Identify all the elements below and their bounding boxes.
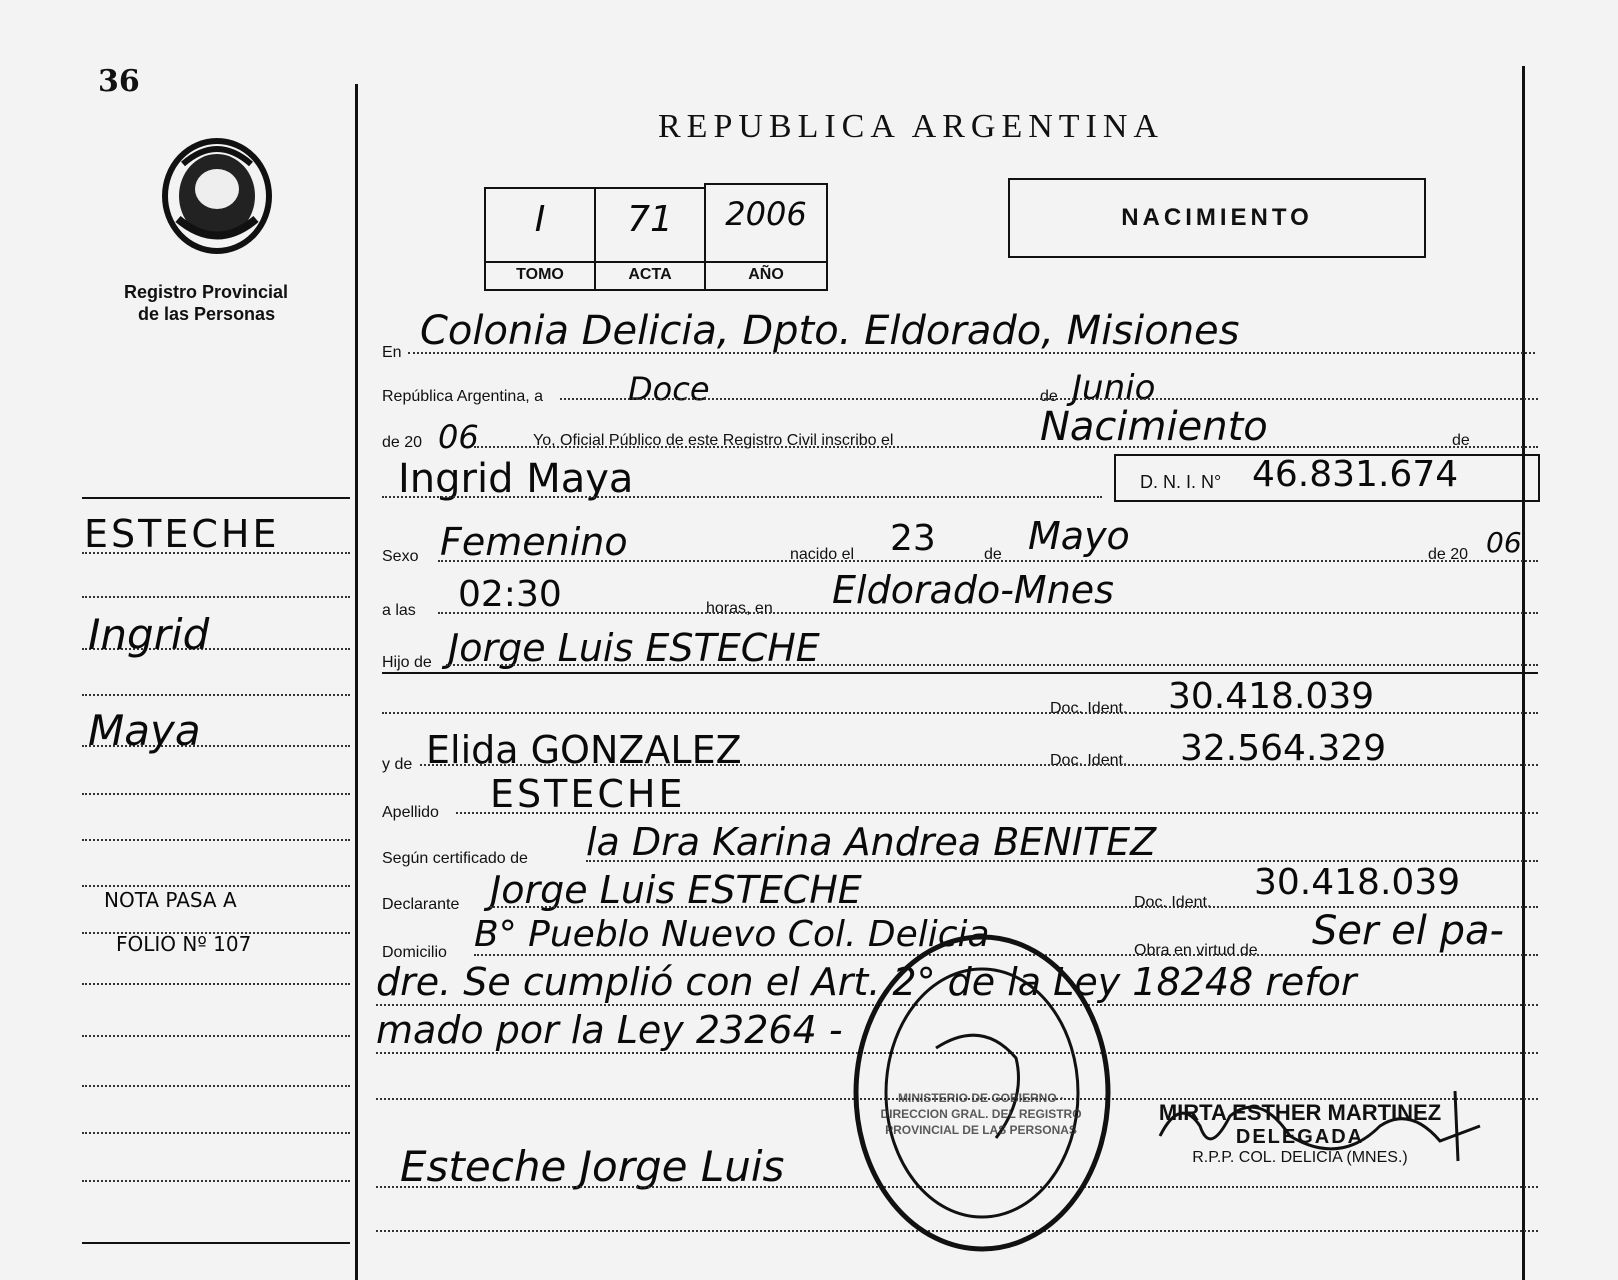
nacido-de20-label: de 20 [1428,546,1469,563]
en-value: Colonia Delicia, Dpto. Eldorado, Misiones [420,308,1240,354]
madre-value: Elida GONZALEZ [426,728,742,772]
observaciones-line2: mado por la Ley 23264 - [376,1008,843,1052]
left-column-divider [355,84,358,1280]
domicilio-label: Domicilio [382,944,447,961]
yo-label: Yo, Oficial Público de este Registro Civil inscribo el [533,432,894,449]
apellido-label: Apellido [382,804,439,821]
seal-text: MINISTERIO DE GOBIERNO · DIRECCION GRAL. DEL REGISTRO PROVINCIAL DE LAS PERSONAS [880,1091,1082,1137]
nacido-mes: Mayo [1028,514,1130,558]
declarante-signature: Esteche Jorge Luis [400,1142,785,1191]
margin-nota-line1: NOTA PASA A [104,888,237,912]
mes-value: Junio [1072,368,1156,408]
hora-value: 02:30 [458,574,562,615]
margin-nombre2: Maya [88,706,201,755]
dni-label: D. N. I. N° [1140,472,1222,492]
coat-of-arms-logo [158,134,276,256]
padre-value: Jorge Luis ESTECHE [448,626,820,670]
tomo-label: TOMO [486,261,594,289]
margin-nombre1: Ingrid [88,610,210,659]
sexo-value: Femenino [440,520,628,564]
yde-label: y de [382,756,413,773]
declarante-label: Declarante [382,896,460,913]
registry-name-line2: de las Personas [138,304,276,324]
hijo-label: Hijo de [382,654,432,671]
en-label: En [382,344,402,361]
obra-label: Obra en virtud de [1134,942,1258,959]
obra-value: Ser el pa- [1312,908,1504,954]
anio-cell [704,183,828,291]
nacido-label: nacido el [790,546,855,563]
segun-value: la Dra Karina Andrea BENITEZ [586,820,1157,864]
domicilio-value: B° Pueblo Nuevo Col. Delicia [474,914,990,955]
nacido-de-label: de [984,546,1002,563]
type-box-label: NACIMIENTO [1121,204,1313,231]
acta-value: 71 [627,199,673,240]
left-margin-bottom-rule [82,1242,350,1244]
margin-apellido: ESTECHE [84,512,280,556]
declarante-doc-value: 30.418.039 [1254,862,1461,903]
stamp-name: MIRTA ESTHER MARTINEZ [1158,1100,1442,1125]
acta-label: ACTA [596,261,704,289]
stamp-office: R.P.P. COL. DELICIA (MNES.) [1192,1149,1408,1166]
registrar-signature [1140,1086,1500,1176]
inscribo-de-label: de [1452,432,1470,449]
republica-label: República Argentina, a [382,388,543,405]
tomo-cell [484,187,596,291]
tomo-value: I [534,199,546,240]
nombre-value: Ingrid Maya [398,456,634,502]
dia-value: Doce [628,370,710,408]
anio-inscripcion: 06 [438,418,479,456]
left-margin-top-rule [82,497,350,499]
anio-value: 2006 [725,195,807,233]
padre-doc-value: 30.418.039 [1168,676,1375,717]
declarante-value: Jorge Luis ESTECHE [490,868,862,912]
madre-doc-label: Doc. Ident. [1050,752,1128,769]
dni-value: 46.831.674 [1252,454,1459,495]
nacido-anio: 06 [1486,526,1522,559]
sexo-label: Sexo [382,548,419,565]
page-number: 36 [98,64,140,99]
madre-doc-value: 32.564.329 [1180,728,1387,769]
registry-name-line1: Registro Provincial [124,282,289,302]
apellido-value: ESTECHE [490,772,686,816]
lugar-value: Eldorado-Mnes [832,568,1114,612]
stamp-role: DELEGADA [1235,1126,1365,1148]
acta-cell [594,187,706,291]
inscribo-value: Nacimiento [1040,404,1268,450]
de20-label: de 20 [382,434,423,451]
anio-label: AÑO [706,261,826,289]
segun-label: Según certificado de [382,850,528,867]
declarante-doc-label: Doc. Ident. [1134,894,1212,911]
observaciones-line1: dre. Se cumplió con el Art. 2° de la Ley 18248 refor [376,960,1357,1004]
nacido-dia: 23 [890,518,936,559]
mes-de-label: de [1040,388,1058,405]
margin-nota-line2: FOLIO Nº 107 [116,932,252,956]
horas-en-label: horas, en [706,600,773,617]
dni-box [1114,454,1540,502]
padre-doc-label: Doc. Ident. [1050,700,1128,717]
document-title: REPUBLICA ARGENTINA [658,108,1164,145]
type-box [1008,178,1426,258]
alas-label: a las [382,602,416,619]
